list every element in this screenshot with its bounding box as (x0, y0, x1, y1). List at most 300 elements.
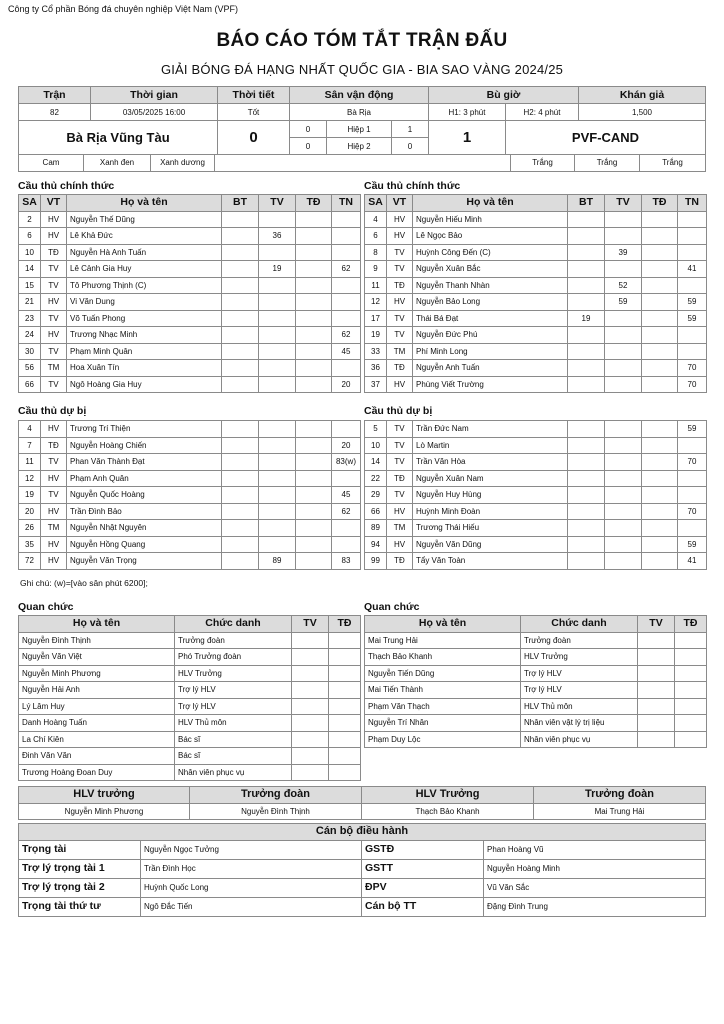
player-cell (568, 470, 605, 487)
player-cell: 66 (19, 376, 41, 393)
referee-name: Nguyễn Ngọc Tưởng (141, 840, 362, 859)
player-cell (259, 294, 296, 311)
referee-name: Trần Đình Học (141, 859, 362, 878)
player-cell: Nguyễn Nhật Nguyên (67, 520, 222, 537)
official-row (365, 698, 707, 715)
player-cell (642, 376, 678, 393)
player-cell (678, 470, 707, 487)
player-cell (605, 376, 642, 393)
player-cell: TV (387, 421, 413, 438)
player-cell (568, 228, 605, 245)
player-row (19, 228, 361, 245)
player-cell: HV (387, 294, 413, 311)
player-cell (222, 360, 259, 377)
stoppage-h2: H2: 4 phút (506, 104, 579, 121)
player-cell: Trần Văn Hòa (413, 454, 568, 471)
official-row (365, 715, 707, 732)
player-cell (259, 244, 296, 261)
player-cell: TM (387, 343, 413, 360)
player-cell (296, 421, 332, 438)
player-cell (642, 421, 678, 438)
player-cell: TV (387, 261, 413, 278)
player-cell: TV (387, 327, 413, 344)
referee-name: Huỳnh Quốc Long (141, 878, 362, 897)
player-row (365, 421, 707, 438)
player-cell (259, 437, 296, 454)
player-cell: Nguyễn Hà Anh Tuấn (67, 244, 222, 261)
player-cell: HV (41, 470, 67, 487)
official-cell (292, 748, 329, 765)
player-cell (642, 327, 678, 344)
away-officials-table (364, 615, 707, 748)
player-cell: 20 (332, 437, 361, 454)
player-cell (222, 261, 259, 278)
player-cell (296, 261, 332, 278)
report-title: BÁO CÁO TÓM TẮT TRẬN ĐẤU (216, 30, 508, 51)
player-cell (605, 470, 642, 487)
player-cell (605, 360, 642, 377)
col-time: Thời gian (91, 87, 218, 104)
player-cell (296, 553, 332, 570)
player-cell: 56 (19, 360, 41, 377)
player-cell: TV (387, 244, 413, 261)
player-cell: TV (387, 487, 413, 504)
official-cell (638, 682, 675, 699)
player-cell: Phạm Minh Quân (67, 343, 222, 360)
official-cell (675, 665, 707, 682)
player-cell (678, 211, 707, 228)
player-cell: Phan Văn Thành Đạt (67, 454, 222, 471)
player-cell: Nguyễn Quốc Hoàng (67, 487, 222, 504)
player-cell: TV (387, 454, 413, 471)
player-cell: TV (387, 310, 413, 327)
player-cell: HV (387, 536, 413, 553)
referee-role: ĐPV (362, 878, 484, 897)
official-cell (675, 698, 707, 715)
player-cell: Nguyễn Bảo Long (413, 294, 568, 311)
player-cell: Tô Phương Thịnh (C) (67, 277, 222, 294)
player-cell: HV (41, 327, 67, 344)
player-cell: Nguyễn Huy Hùng (413, 487, 568, 504)
player-cell (296, 437, 332, 454)
official-cell: Trương Hoàng Đoan Duy (19, 764, 175, 781)
player-row (19, 310, 361, 327)
player-cell: TM (41, 360, 67, 377)
player-cell (605, 503, 642, 520)
player-cell (642, 503, 678, 520)
player-cell: Nguyễn Thế Dũng (67, 211, 222, 228)
official-cell: Phạm Văn Thạch (365, 698, 521, 715)
player-cell: 22 (365, 470, 387, 487)
official-header-row (365, 616, 707, 633)
player-cell: 4 (19, 421, 41, 438)
away-kit-3: Trắng (640, 155, 706, 172)
player-cell (259, 310, 296, 327)
player-cell: Phùng Viết Trường (413, 376, 568, 393)
player-cell: 17 (365, 310, 387, 327)
player-row (365, 211, 707, 228)
player-cell (296, 211, 332, 228)
referee-role: Cán bộ TT (362, 897, 484, 916)
col-header: SA (365, 195, 387, 212)
official-cell (292, 715, 329, 732)
player-cell (642, 244, 678, 261)
col-header: VT (41, 195, 67, 212)
official-cell: Trợ lý HLV (175, 682, 292, 699)
player-row (365, 327, 707, 344)
official-cell (329, 731, 361, 748)
player-cell: HV (41, 553, 67, 570)
player-cell (678, 343, 707, 360)
player-cell (642, 437, 678, 454)
half2-label: Hiệp 2 (327, 138, 392, 155)
player-cell (222, 327, 259, 344)
player-cell (642, 553, 678, 570)
player-cell (678, 487, 707, 504)
official-cell (329, 632, 361, 649)
sig-home-leader-label: Trưởng đoàn (190, 787, 362, 804)
player-cell: Nguyễn Văn Trọng (67, 553, 222, 570)
home-kit-1: Cam (19, 155, 84, 172)
official-cell (638, 731, 675, 748)
player-cell (642, 536, 678, 553)
player-row (19, 503, 361, 520)
match-spectators: 1,500 (579, 104, 706, 121)
player-cell (222, 244, 259, 261)
player-cell: 70 (678, 454, 707, 471)
official-cell: Trưởng đoàn (521, 632, 638, 649)
player-cell: 10 (19, 244, 41, 261)
player-cell: HV (41, 294, 67, 311)
home-officials-label: Quan chức (18, 601, 74, 613)
col-stoppage: Bù giờ (429, 87, 579, 104)
player-cell: TĐ (387, 277, 413, 294)
player-row (19, 277, 361, 294)
player-cell (222, 437, 259, 454)
referee-name: Phan Hoàng Vũ (484, 840, 706, 859)
official-cell: Mai Trung Hải (365, 632, 521, 649)
player-cell (605, 228, 642, 245)
player-cell: Nguyễn Hồng Quang (67, 536, 222, 553)
player-cell: 59 (678, 421, 707, 438)
player-cell: Nguyễn Văn Dũng (413, 536, 568, 553)
company-name: Công ty Cổ phần Bóng đá chuyên nghiệp Việt Nam (VPF) (8, 4, 238, 14)
player-cell: 52 (605, 277, 642, 294)
player-cell (642, 454, 678, 471)
referee-role: Trợ lý trọng tài 2 (19, 878, 141, 897)
player-cell: Nguyễn Anh Tuấn (413, 360, 568, 377)
sig-away-coach-label: HLV Trưởng (362, 787, 534, 804)
official-cell (329, 665, 361, 682)
player-cell (605, 310, 642, 327)
player-cell (222, 343, 259, 360)
player-cell: TV (41, 310, 67, 327)
official-row (19, 715, 361, 732)
official-cell (638, 632, 675, 649)
col-header: Họ và tên (67, 195, 222, 212)
player-cell: 41 (678, 261, 707, 278)
referee-name: Đặng Đình Trung (484, 897, 706, 916)
player-cell: 70 (678, 376, 707, 393)
player-cell: 89 (365, 520, 387, 537)
official-cell: Danh Hoàng Tuấn (19, 715, 175, 732)
player-cell: Trần Đức Nam (413, 421, 568, 438)
col-header: TĐ (675, 616, 707, 633)
player-cell (605, 261, 642, 278)
player-cell: HV (41, 211, 67, 228)
official-cell (292, 764, 329, 781)
player-cell: 83(w) (332, 454, 361, 471)
official-row (19, 764, 361, 781)
player-row (19, 343, 361, 360)
official-cell: Nguyễn Minh Phương (19, 665, 175, 682)
player-cell: 19 (259, 261, 296, 278)
player-cell: TV (41, 277, 67, 294)
player-cell: 11 (365, 277, 387, 294)
player-cell: TM (41, 520, 67, 537)
player-cell: TĐ (387, 360, 413, 377)
player-cell: HV (387, 211, 413, 228)
player-cell (296, 343, 332, 360)
player-cell (222, 228, 259, 245)
official-cell (675, 632, 707, 649)
player-header-row (19, 195, 361, 212)
match-info-table (18, 86, 706, 155)
player-cell (605, 343, 642, 360)
player-cell (568, 536, 605, 553)
official-cell: HLV Trưởng (175, 665, 292, 682)
col-header: BT (222, 195, 259, 212)
official-cell: Nhân viên vật lý trị liệu (521, 715, 638, 732)
stoppage-h1: H1: 3 phút (429, 104, 506, 121)
player-cell (568, 261, 605, 278)
player-cell (259, 470, 296, 487)
player-cell (568, 520, 605, 537)
player-cell (259, 503, 296, 520)
player-cell (642, 228, 678, 245)
player-cell: Võ Tuấn Phong (67, 310, 222, 327)
player-row (19, 553, 361, 570)
home-subs-table (18, 420, 361, 570)
player-cell (222, 376, 259, 393)
player-row (365, 244, 707, 261)
home-kit-3: Xanh dương (151, 155, 215, 172)
col-header: TV (292, 616, 329, 633)
referee-row (19, 878, 706, 897)
player-row (19, 211, 361, 228)
player-row (19, 294, 361, 311)
player-cell: 45 (332, 343, 361, 360)
player-cell (222, 454, 259, 471)
player-cell: 4 (365, 211, 387, 228)
player-cell: 10 (365, 437, 387, 454)
player-cell: 62 (332, 327, 361, 344)
official-cell: Nguyễn Văn Việt (19, 649, 175, 666)
official-cell (292, 632, 329, 649)
player-cell (678, 327, 707, 344)
home-officials-table (18, 615, 361, 781)
player-cell (259, 360, 296, 377)
official-cell: Nhân viên phục vụ (521, 731, 638, 748)
player-row (365, 310, 707, 327)
player-cell (568, 294, 605, 311)
player-cell (642, 310, 678, 327)
player-cell (605, 454, 642, 471)
col-header: SA (19, 195, 41, 212)
player-cell: HV (41, 503, 67, 520)
player-cell: 62 (332, 261, 361, 278)
player-cell: Trương Trí Thiện (67, 421, 222, 438)
player-cell: 45 (332, 487, 361, 504)
player-cell: 29 (365, 487, 387, 504)
player-cell: 24 (19, 327, 41, 344)
player-cell (222, 487, 259, 504)
away-kit-1: Trắng (511, 155, 575, 172)
player-cell (222, 277, 259, 294)
player-cell: 11 (19, 454, 41, 471)
player-cell: 59 (605, 294, 642, 311)
player-row (19, 454, 361, 471)
player-row (365, 437, 707, 454)
player-cell: Thái Bá Đạt (413, 310, 568, 327)
player-cell (568, 211, 605, 228)
player-cell (642, 520, 678, 537)
player-row (19, 520, 361, 537)
player-cell: 37 (365, 376, 387, 393)
player-cell (568, 487, 605, 504)
official-row (365, 731, 707, 748)
player-cell: 20 (332, 376, 361, 393)
referees-table (18, 823, 706, 917)
player-cell: 14 (19, 261, 41, 278)
player-cell (332, 470, 361, 487)
player-cell: 23 (19, 310, 41, 327)
away-subs-label: Cầu thủ dự bị (364, 405, 433, 417)
player-cell (222, 294, 259, 311)
official-cell (329, 764, 361, 781)
col-header: TN (332, 195, 361, 212)
official-cell: Nguyễn Đình Thịnh (19, 632, 175, 649)
col-spectators: Khán giả (579, 87, 706, 104)
col-header: TN (678, 195, 707, 212)
home-score: 0 (218, 121, 290, 155)
player-cell: 9 (365, 261, 387, 278)
player-row (19, 421, 361, 438)
official-cell: Nhân viên phục vụ (175, 764, 292, 781)
player-cell: Nguyễn Thanh Nhàn (413, 277, 568, 294)
away-score: 1 (429, 121, 506, 155)
player-cell (332, 310, 361, 327)
player-cell: Trương Thái Hiếu (413, 520, 568, 537)
player-cell (605, 487, 642, 504)
player-cell: 5 (365, 421, 387, 438)
player-cell (568, 553, 605, 570)
player-cell: 66 (365, 503, 387, 520)
player-cell (568, 343, 605, 360)
home-subs-label: Cầu thủ dự bị (18, 405, 87, 417)
referee-name: Vũ Văn Sắc (484, 878, 706, 897)
player-cell: HV (41, 536, 67, 553)
referee-row (19, 859, 706, 878)
player-cell (296, 294, 332, 311)
official-row (365, 649, 707, 666)
player-cell: 33 (365, 343, 387, 360)
player-row (365, 520, 707, 537)
player-cell (296, 454, 332, 471)
player-cell (568, 277, 605, 294)
player-cell: 89 (259, 553, 296, 570)
official-cell: Nguyễn Hải Anh (19, 682, 175, 699)
official-cell: Trợ lý HLV (521, 682, 638, 699)
referee-row (19, 897, 706, 916)
player-cell (568, 437, 605, 454)
referees-title: Cán bộ điều hành (19, 824, 706, 841)
col-match: Trận (19, 87, 91, 104)
player-cell (605, 437, 642, 454)
official-cell (329, 698, 361, 715)
official-cell (329, 682, 361, 699)
player-cell: 41 (678, 553, 707, 570)
player-cell (296, 487, 332, 504)
player-cell: Tẩy Văn Toàn (413, 553, 568, 570)
official-cell (638, 649, 675, 666)
player-cell: 59 (678, 294, 707, 311)
player-cell (642, 487, 678, 504)
h1-home-score: 0 (290, 121, 327, 138)
official-cell (675, 649, 707, 666)
official-cell: HLV Trưởng (521, 649, 638, 666)
player-cell: 19 (365, 327, 387, 344)
official-cell: Lý Lâm Huy (19, 698, 175, 715)
h2-home-score: 0 (290, 138, 327, 155)
player-cell (678, 244, 707, 261)
official-cell (292, 731, 329, 748)
official-cell: Bác sĩ (175, 731, 292, 748)
player-row (19, 244, 361, 261)
official-cell (329, 715, 361, 732)
home-starters-table (18, 194, 361, 393)
player-cell: 8 (365, 244, 387, 261)
official-cell: HLV Thủ môn (175, 715, 292, 732)
referee-role: Trọng tài (19, 840, 141, 859)
player-cell (222, 310, 259, 327)
player-row (365, 376, 707, 393)
referee-role: GSTT (362, 859, 484, 878)
sig-home-leader: Nguyễn Đình Thịnh (190, 803, 362, 820)
player-cell: 30 (19, 343, 41, 360)
player-cell: 7 (19, 437, 41, 454)
official-row (365, 665, 707, 682)
player-cell: TĐ (41, 244, 67, 261)
player-cell: TV (41, 487, 67, 504)
away-subs-table (364, 420, 707, 570)
player-row (19, 376, 361, 393)
player-cell (642, 294, 678, 311)
official-cell: Phó Trưởng đoàn (175, 649, 292, 666)
player-cell (259, 343, 296, 360)
player-cell (296, 360, 332, 377)
referee-role: Trợ lý trọng tài 1 (19, 859, 141, 878)
player-cell (222, 520, 259, 537)
official-cell: Bác sĩ (175, 748, 292, 765)
col-header: TV (259, 195, 296, 212)
official-row (19, 649, 361, 666)
player-cell: TV (41, 376, 67, 393)
player-row (365, 487, 707, 504)
official-cell (675, 715, 707, 732)
player-cell (259, 376, 296, 393)
half1-label: Hiệp 1 (327, 121, 392, 138)
